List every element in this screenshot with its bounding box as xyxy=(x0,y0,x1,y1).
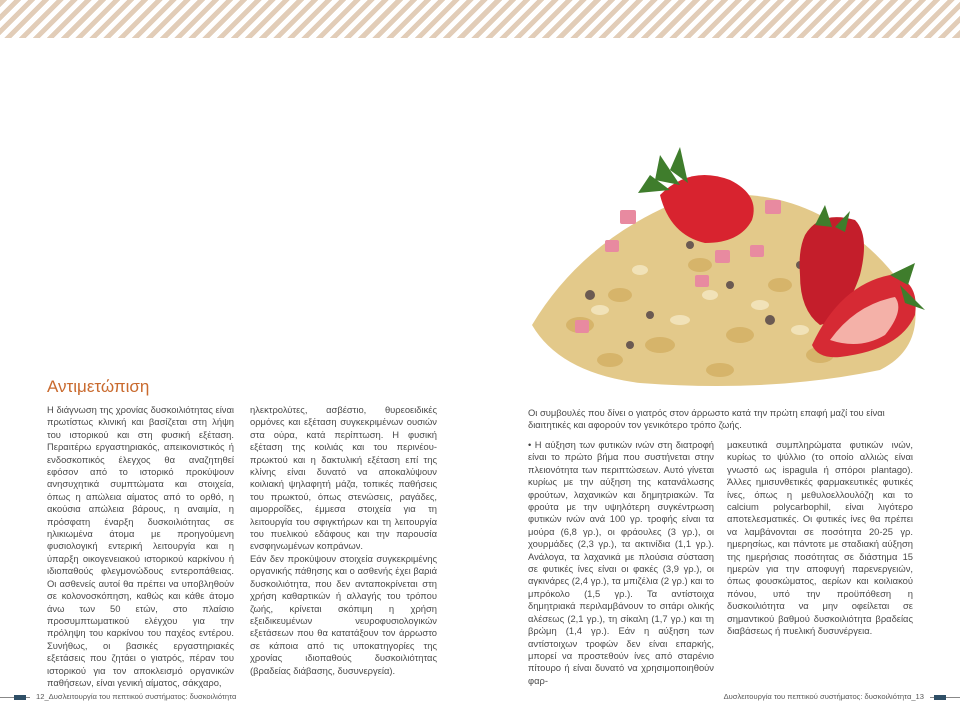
paragraph xyxy=(528,439,714,687)
page-footer-right: Δυσλειτουργία του πεπτικού συστήματος: δυσκοιλιότητα_13 xyxy=(723,692,924,701)
bullet-text: Η αύξηση των φυτικών ινών στη διατροφή είναι το πρώτο βήμα που συστήνεται στην πλειονότητα των περιπτώσεων. Αυτό γίνεται κυρίως με την αύξηση της κατανάλωσης φρούτων, λαχανικών και δημητριακών. Τα φρούτα με την υψηλότερη συγκέντρωση φυτικών ινών ανά 100 γρ. τροφής είναι τα μούρα (6,8 γρ.), οι φράουλες (3 γρ.), οι χουρμάδες (2,3 γρ.), τα ακτινίδια (1,1 γρ.). Ανάλογα, τα λαχανικά με πλούσια σύσταση σε φυτικές ίνες είναι οι φακές (3,9 γρ.), οι αγκινάρες (2,4 γρ.), τα μπιζέλια (2 γρ.) και το μπρόκολο (1,5 γρ.). Τα αντίστοιχα δημητριακά περιλαμβάνουν το σιτάρι ολικής αλέσεως (2,1 γρ.), τη σίκαλη (1,7 γρ.) και τη βρώμη (1,4 γρ.). Εάν η αύξηση των αντίστοιχων τροφών δεν είναι επαρκής, μπορεί να προστεθούν ίνες από σταρένιο πίτουρο ή είναι δυνατό να χρησιμοποιηθούν φαρ- xyxy=(528,439,714,686)
footer-marker-left xyxy=(14,695,26,700)
bullet-icon: • xyxy=(528,439,532,450)
paragraph: Η διάγνωση της χρονίας δυσκοιλιότητας είναι πρωτίστως κλινική και βασίζεται στη λήψη του ιστορικού και στη φυσική εξέταση. Περαιτέρω εργαστηριακός, απεικονιστικός ή ενδοσκοπικός έλεγχος θα αναζητηθεί εφόσον από το ιστορικό προκύψουν ανησυχητικά συμπτώματα και στοιχεία, όπως η απώλεια αίματος από το ορθό, η ακούσια απώλεια βάρους, η αναιμία, η πρόσφατη έναρξη δυσκοιλιότητας σε ηλικιωμένα άτομα με προηγούμενη φυσιολογική εντερική λειτουργία και η ύπαρξη οικογενειακού ιστορικού καρκίνου ή ιδιοπαθούς φλεγμονώδους εντεροπάθειας. Οι ασθενείς αυτοί θα πρέπει να υποβληθούν σε κολονοσκόπηση, καθώς και κάθε άτομο άνω των 50 ετών, στο πλαίσιο προσυμπτωματικού ελέγχου για την πρόληψη του καρκίνου του παχέος εντέρου. Συνήθως, οι βασικές εργαστηριακές εξετάσεις που ζητάει ο γιατρός, πέραν του ιστορικού για τον αποκλεισμό οργανικών παθήσεων, είναι γενική αίματος, σάκχαρο, xyxy=(47,404,234,688)
section-heading: Αντιμετώπιση xyxy=(47,377,150,396)
text-column-2 xyxy=(250,404,437,677)
decorative-stripe-band xyxy=(0,0,960,38)
paragraph: μακευτικά συμπληρώματα φυτικών ινών, κυρίως το ψύλλιο (το οποίο αλλιώς είναι γνωστό ως ispagula ή σπόροι plantago). Άλλες ημισυνθετικές φαρμακευτικές φυτικές ίνες, όπως η μεθυλοελλουλόζη και το calcium polycarbophil, είναι λιγότερο αποτελεσματικές. Οι φυτικές ίνες θα πρέπει να λαμβάνονται σε ποσότητα 20-25 γρ. ημερησίως, και πάντοτε με σταδιακή αύξηση της ημερήσιας ποσότητας σε διάστημα 15 ημερών για την αποφυγή παρενεργειών, όπως φουσκώματος, αερίων και κοιλιακού πόνου, υπό την προϋπόθεση η δυσκοιλιότητα να μην οφείλεται σε σημαντικού βαθμού δυσκοιλιότητα βραδείας διαβάσεως ή πυελική δυσυνέργεια. xyxy=(727,439,913,637)
page-footer-left: 12_Δυσλειτουργία του πεπτικού συστήματος: δυσκοιλιότητα xyxy=(36,692,237,701)
text-column-4 xyxy=(727,439,913,638)
text-column-3 xyxy=(528,439,714,687)
footer-marker-right xyxy=(934,695,946,700)
muesli-strawberries-image xyxy=(520,135,930,395)
text-column-1 xyxy=(47,404,234,689)
lead-paragraph: Οι συμβουλές που δίνει ο γιατρός στον άρρωστο κατά την πρώτη επαφή μαζί του είναι διαιτητικές και αφορούν τον γενικότερο τρόπο ζωής. xyxy=(528,407,885,431)
paragraph: Εάν δεν προκύψουν στοιχεία συγκεκριμένης οργανικής πάθησης και ο ασθενής έχει βαριά δυσκοιλιότητα, που δεν ανταποκρίνεται στη χρήση καθαρτικών ή αλλαγής του τρόπου ζωής, κρίνεται σκόπιμη η χρήση εξειδικευμένων νευροφυσιολογικών εξετάσεων που θα κατατάξουν τον άρρωστο σε κάποια από τις υποκατηγορίες της χρονίας ιδιοπαθούς δυσκοιλιότητας (βραδείας διάβασης, δυσυνεργεία). xyxy=(250,552,437,676)
paragraph: ηλεκτρολύτες, ασβέστιο, θυρεοειδικές ορμόνες και εξέταση συγκεκριμένων ουσιών στα ούρα, κατά περίπτωση. Η φυσική εξέταση της κοιλιάς και του περινέου-πρωκτού και η δακτυλική εξέταση επί της κλίνης είναι δυνατό να αποκαλύψουν κοιλιακή ψηλαφητή μάζα, τοπικές παθήσεις του πρωκτού, όπως στενώσεις, ραγάδες, αιμορροΐδες, έμμεσα στοιχεία για τη λειτουργία του σφιγκτήρων και τη λειτουργία του πυελικού εδάφους και την παρουσία ενσφηνωμένων κοπράνων. xyxy=(250,404,437,552)
